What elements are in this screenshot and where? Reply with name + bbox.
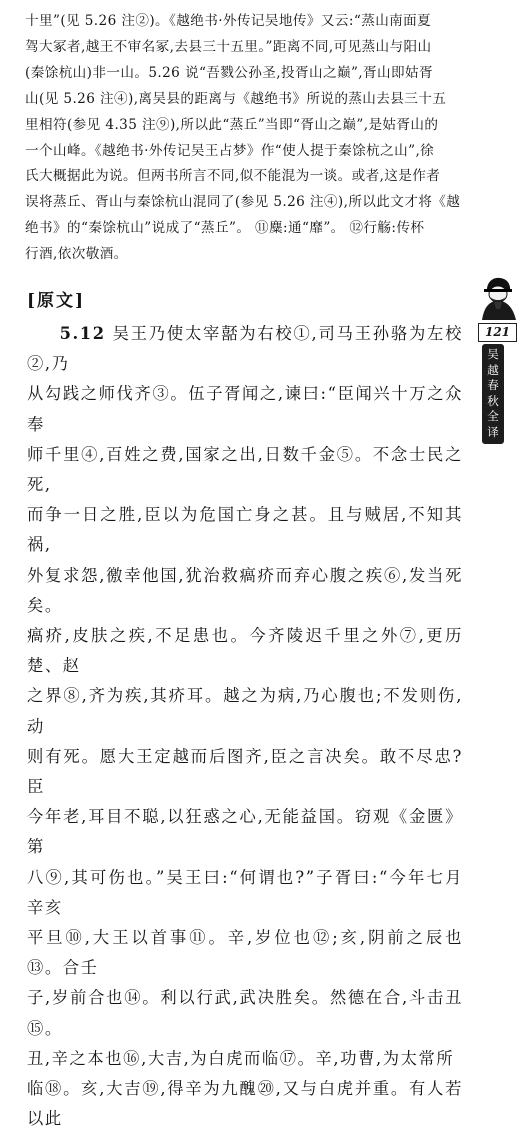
note-line: 里相符(参见 4.35 注⑨),所以此“蒸丘”当即“胥山之巅”,是姑胥山的 <box>25 116 439 133</box>
source-line: 八⑨,其可伤也。”吴王曰:“何谓也?”子胥曰:“今年七月辛亥 <box>27 867 463 917</box>
source-line: 今年老,耳目不聪,以狂惑之心,无能益国。窃观《金匮》第 <box>27 807 463 857</box>
original-text <box>27 319 463 1134</box>
book-title-char: 春 <box>487 378 499 393</box>
note-line: 绝书》的“秦馀杭山”说成了“蒸丘”。 ⑪麋:通“靡”。 ⑫行觞:传杯 <box>25 220 425 237</box>
book-title-char: 译 <box>487 424 499 439</box>
source-line: 丑,辛之本也⑯,大吉,为白虎而临⑰。辛,功曹,为太常所 <box>27 1048 455 1068</box>
margin-tab <box>476 276 518 451</box>
source-line: 瘑疥,皮肤之疾,不足患也。今齐陵迟千里之外⑦,更历楚、赵 <box>27 626 463 676</box>
source-line-first <box>27 319 463 379</box>
source-line: 临⑱。亥,大吉⑲,得辛为九醜⑳,又与白虎并重。有人若以此 <box>27 1079 463 1129</box>
note-line: (秦馀杭山)非一山。5.26 说“吾戮公孙圣,投胥山之巅”,胥山即姑胥 <box>25 64 433 81</box>
passage-number: 5.12 <box>59 324 106 343</box>
source-line: 师千里④,百姓之费,国家之出,日数千金⑤。不念士民之死, <box>27 444 463 495</box>
note-line: 驾大冢者,越王不审名冢,去县三十五里。”距离不同,可见蒸山与阳山 <box>25 38 432 55</box>
source-line: 吴王乃使太宰嚭为右校①,司马王孙骆为左校②,乃 <box>27 324 463 374</box>
source-line: 之界⑧,齐为疾,其疥耳。越之为病,乃心腹也;不发则伤,动 <box>27 686 463 736</box>
scholar-portrait-icon <box>478 276 518 322</box>
source-line: 子,岁前合也⑭。利以行武,武决胜矣。然德在合,斗击丑⑮。 <box>27 988 463 1038</box>
book-title-char: 秋 <box>487 393 499 408</box>
note-line: 误将蒸丘、胥山与秦馀杭山混同了(参见 5.26 注④),所以此文才将《越 <box>25 194 461 211</box>
source-line: 则有死。愿大王定越而后图齐,臣之言决矣。敢不尽忠?臣 <box>27 746 463 797</box>
source-line: 从勾践之师伐齐③。伍子胥闻之,谏曰:“臣闻兴十万之众奉 <box>27 384 463 434</box>
book-title-char: 越 <box>487 362 499 377</box>
book-title-tab <box>482 344 504 444</box>
page-number: 121 <box>478 323 517 342</box>
section-heading: [原文] <box>27 291 86 311</box>
source-line: 而争一日之胜,臣以为危国亡身之甚。且与贼居,不知其祸, <box>27 505 463 555</box>
note-line: 十里”(见 5.26 注②)。《越绝书·外传记吴地传》又云:“蒸山南面夏 <box>25 13 432 29</box>
note-line: 氏大概据此为说。但两书所言不同,似不能混为一谈。或者,这是作者 <box>25 168 441 185</box>
source-line: 外复求怨,徼幸他国,犹治救瘑疥而弃心腹之疾⑥,发当死矣。 <box>27 565 463 615</box>
book-title-char: 吴 <box>487 347 499 361</box>
book-title-char: 全 <box>487 409 499 424</box>
note-line: 行酒,依次敬酒。 <box>25 246 128 263</box>
note-line: 一个山峰。《越绝书·外传记吴王占梦》作“使人提于秦馀杭之山”,徐 <box>25 142 435 159</box>
source-line: 平旦⑩,大王以首事⑪。辛,岁位也⑫;亥,阴前之辰也⑬。合壬 <box>27 928 463 978</box>
note-line: 山(见 5.26 注④),离吴县的距离与《越绝书》所说的蒸山去县三十五 <box>25 90 447 107</box>
annotation-notes <box>25 9 463 268</box>
